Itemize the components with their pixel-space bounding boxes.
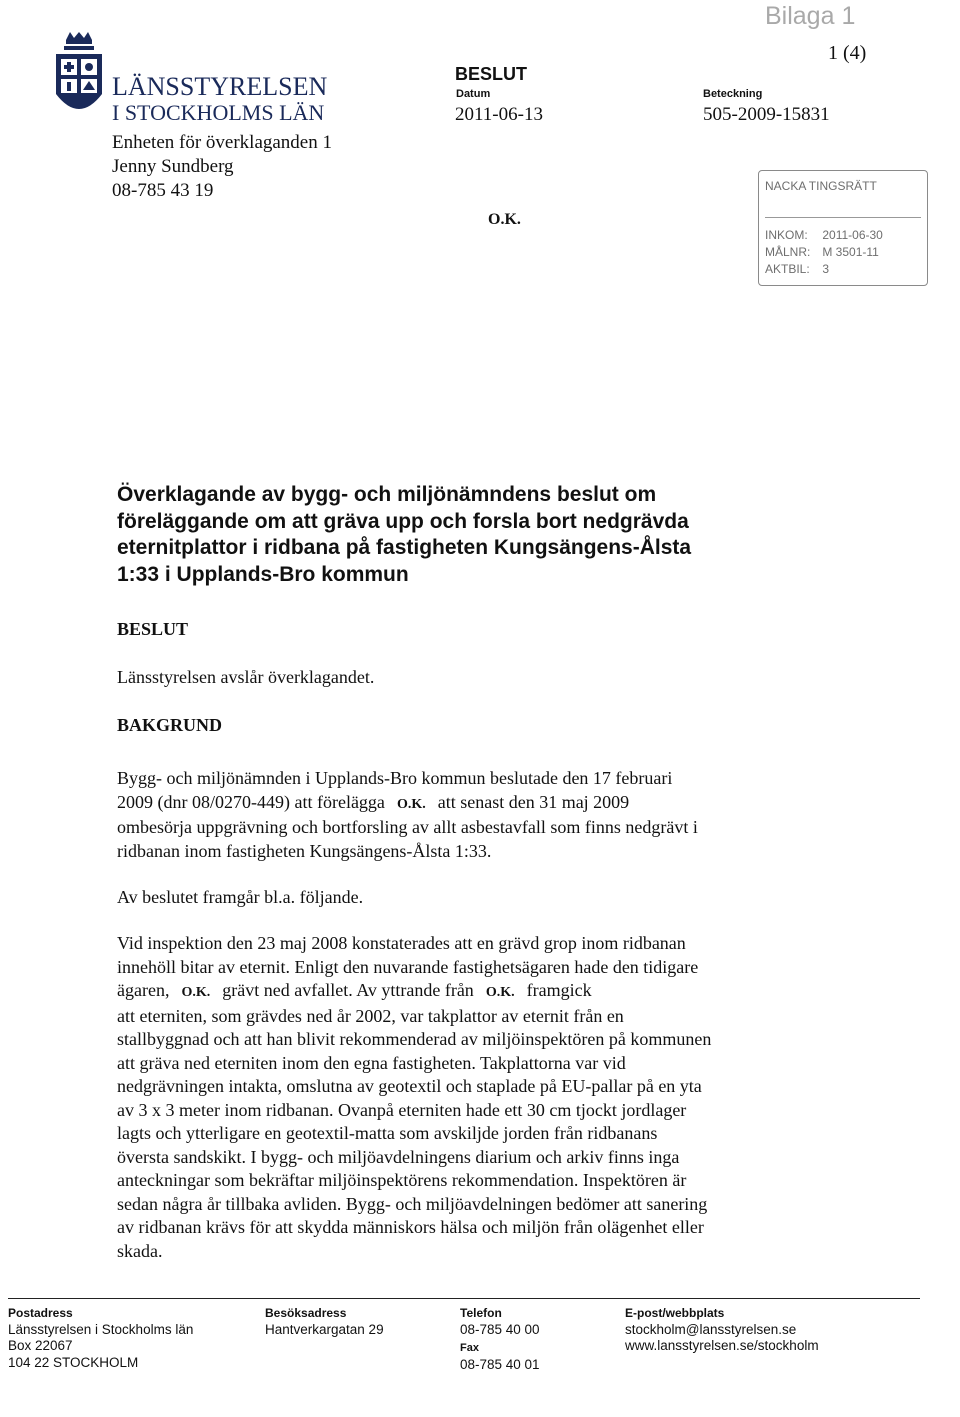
title-line: eternitplattor i ridbana på fastigheten Kungsängens-Ålsta [117, 536, 692, 559]
stamp-key: AKTBIL: [765, 262, 810, 276]
footer-email-link[interactable]: stockholm@lansstyrelsen.se [625, 1321, 797, 1337]
paragraph-line: av ridbanan krävs för att skydda människors hälsa och miljön från olägenhet eller [117, 1217, 704, 1237]
paragraph-text: att senast den 31 maj 2009 [437, 791, 630, 812]
stamp-key: MÅLNR: [765, 245, 811, 259]
footer-fax-value: 08-785 40 01 [460, 1356, 540, 1372]
paragraph-line: ombesörja uppgrävning och bortforsling av allt asbestavfall som finns nedgrävt i [117, 817, 698, 837]
paragraph-line: skada. [117, 1240, 163, 1261]
stamp-value: 3 [822, 262, 830, 276]
reference-label: Beteckning [703, 88, 763, 100]
footer-label: E-post/webbplats [625, 1306, 725, 1320]
footer-web [625, 1305, 819, 1355]
title-line: Överklagande av bygg- och miljönämndens beslut om [117, 483, 657, 506]
footer-label: Besöksadress [265, 1306, 347, 1320]
document-type: BESLUT [455, 64, 527, 84]
footer-visiting-address [265, 1305, 384, 1338]
paragraph-text: ägaren, [117, 980, 170, 1000]
footer-line: Länsstyrelsen i Stockholms län [8, 1321, 194, 1337]
date-label: Datum [456, 88, 491, 100]
footer-line: 104 22 STOCKHOLM [8, 1354, 139, 1370]
county-crest-icon [52, 32, 106, 132]
paragraph-line [117, 979, 711, 1005]
redaction-mark: O.K. [396, 796, 426, 812]
redaction-mark: O.K. [488, 211, 521, 228]
paragraph-text: grävt ned avfallet. Av yttrande från [222, 980, 474, 1000]
footer-phone [460, 1305, 540, 1373]
footer-label: Postadress [8, 1306, 73, 1320]
paragraph-line: lagts och ytterligare en geotextil-matta som avskiljde jorden från ridbanans [117, 1123, 658, 1143]
title-line: 1:33 i Upplands-Bro kommun [117, 562, 409, 586]
footer-line: Hantverkargatan 29 [265, 1321, 384, 1337]
footer-website-link[interactable]: www.lansstyrelsen.se/stockholm [625, 1338, 819, 1353]
footer-phone-value: 08-785 40 00 [460, 1321, 540, 1337]
stamp-key: INKOM: [765, 228, 808, 242]
court-received-stamp [758, 170, 928, 286]
paragraph-line: Bygg- och miljönämnden i Upplands-Bro kommun beslutade den 17 februari [117, 768, 673, 788]
org-county: I STOCKHOLMS LÄN [112, 100, 325, 125]
footer-line: Box 22067 [8, 1338, 73, 1353]
footer-divider [8, 1298, 920, 1299]
redaction-mark: O.K. [181, 985, 211, 1000]
paragraph-text: framgick [526, 980, 592, 1000]
heading-background: BAKGRUND [117, 715, 223, 735]
stamp-value: M 3501-11 [822, 245, 879, 259]
stamp-row-case-number [765, 245, 879, 259]
appendix-label: Bilaga 1 [765, 2, 856, 30]
paragraph-line [117, 791, 698, 817]
stamp-value: 2011-06-30 [822, 228, 883, 242]
heading-decision: BESLUT [117, 619, 189, 639]
contact-phone: 08-785 43 19 [112, 180, 214, 201]
document-title [117, 482, 837, 588]
paragraph-line: anteckningar som bekräftar miljöinspektörens rekommendation. Inspektören är [117, 1170, 687, 1190]
paragraph-line: stallbyggnad och att han blivit rekommenderad av miljöinspektören på kommunen [117, 1029, 712, 1049]
stamp-court: NACKA TINGSRÄTT [765, 179, 877, 193]
contact-person: Jenny Sundberg [112, 156, 234, 177]
paragraph-line: av 3 x 3 meter inom ridbanan. Ovanpå eterniten hade ett 30 cm tjockt jordlager [117, 1099, 687, 1120]
footer-label: Fax [460, 1342, 479, 1354]
paragraph-line: att eterniten, som grävdes ned år 2002, var takplattor av eternit från en [117, 1005, 624, 1026]
paragraph-text: 2009 (dnr 08/0270-449) att förelägga [117, 791, 385, 812]
date-value: 2011-06-13 [455, 104, 543, 125]
paragraph-line: nedgrävningen intakta, omslutna av geotextil och staplade på EU-pallar på en yta [117, 1076, 702, 1096]
footer-label: Telefon [460, 1306, 502, 1320]
decision-text: Länsstyrelsen avslår överklagandet. [117, 667, 375, 687]
paragraph-line: innehöll bitar av eternit. Enligt den nuvarande fastighetsägaren hade den tidigare [117, 956, 699, 977]
background-paragraph-2: Av beslutet framgår bl.a. följande. [117, 887, 364, 907]
paragraph-line: att gräva ned eterniten inom den egna fastigheten. Takplattorna var vid [117, 1052, 626, 1073]
title-line: föreläggande om att gräva upp och forsla bort nedgrävda [117, 509, 689, 533]
org-unit: Enheten för överklaganden 1 [112, 132, 332, 153]
stamp-divider [765, 217, 921, 218]
paragraph-line: översta sandskikt. I bygg- och miljöavdelningens diarium och arkiv finns inga [117, 1146, 680, 1167]
footer-postal-address [8, 1305, 193, 1371]
reference-value: 505-2009-15831 [703, 104, 830, 125]
redaction-mark: O.K. [485, 985, 515, 1000]
background-paragraph-1 [117, 767, 698, 863]
stamp-row-received [765, 228, 883, 242]
paragraph-line: ridbanan inom fastigheten Kungsängens-Ålsta 1:33. [117, 840, 492, 861]
paragraph-line: sedan några år tillbaka avliden. Bygg- och miljöavdelningen bedömer att sanering [117, 1193, 708, 1214]
paragraph-line: Vid inspektion den 23 maj 2008 konstaterades att en grävd grop inom ridbanan [117, 933, 686, 953]
background-paragraph-3 [117, 932, 711, 1263]
page-number: 1 (4) [828, 42, 867, 64]
stamp-row-attachment [765, 262, 829, 276]
org-name: LÄNSSTYRELSEN [112, 72, 328, 101]
